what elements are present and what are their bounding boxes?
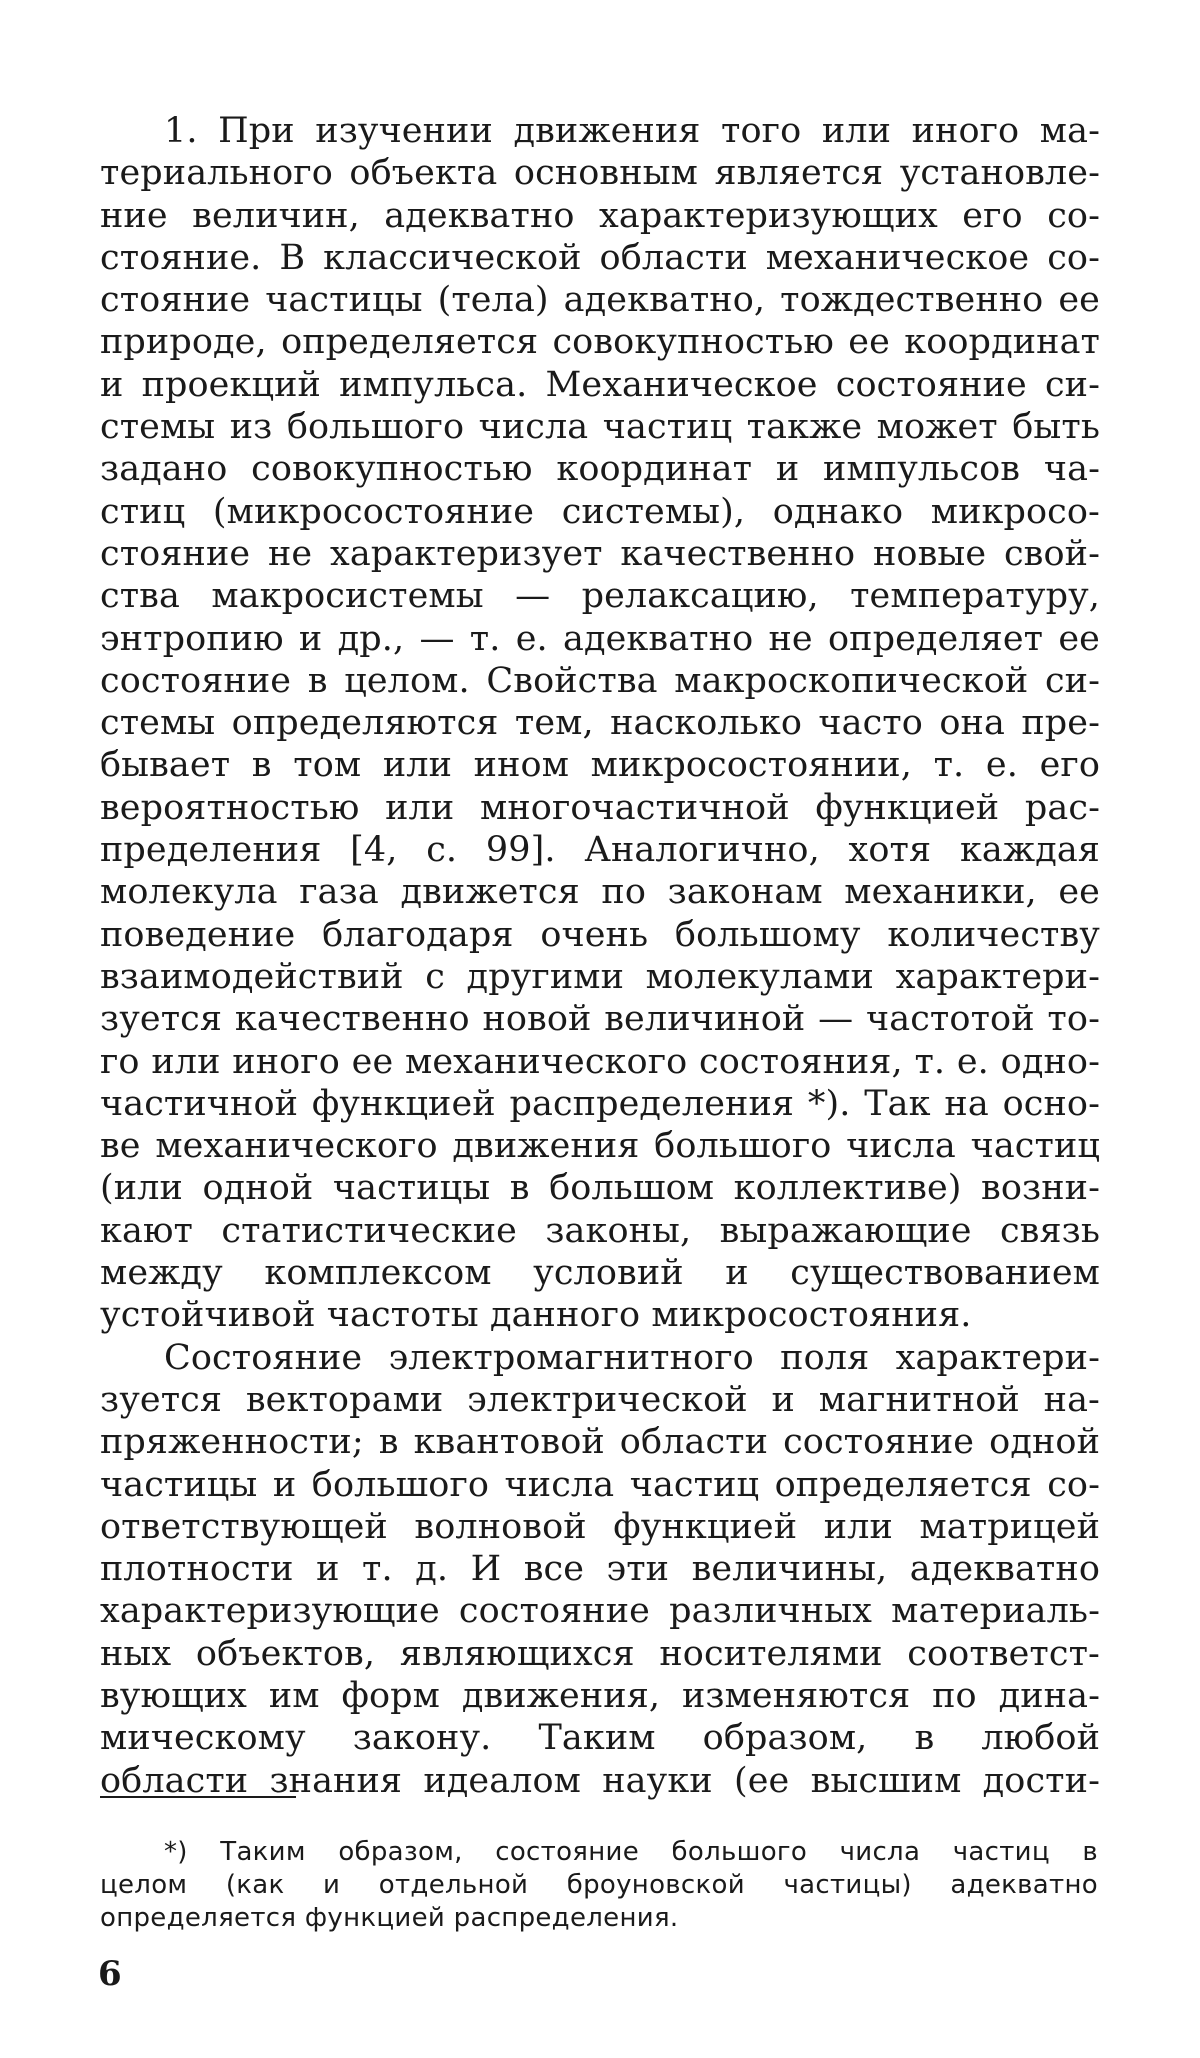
text-line: характеризующие состояние различных материаль- [100, 1591, 1100, 1632]
text-line: Состояние электромагнитного поля характери- [164, 1337, 1100, 1378]
text-line: поведение благодаря очень большому количеству [100, 914, 1100, 955]
text-line: стемы из большого числа частиц также может быть [100, 407, 1100, 448]
text-line: области знания идеалом науки (ее высшим дости- [100, 1760, 1100, 1801]
text-line: и проекций импульса. Механическое состояние си- [100, 364, 1100, 405]
text-line: пряженности; в квантовой области состояние одной [100, 1422, 1100, 1463]
text-line: стемы определяются тем, насколько часто она пре- [100, 703, 1100, 744]
text-line: териального объекта основным является установле- [100, 153, 1100, 194]
text-line: пределения [4, с. 99]. Аналогично, хотя каждая [100, 830, 1100, 871]
main-text [100, 110, 1100, 1802]
text-line: стиц (микросостояние системы), однако микросо- [100, 491, 1100, 532]
text-line: между комплексом условий и существованием [100, 1253, 1100, 1294]
text-line: (или одной частицы в большом коллективе) возни- [100, 1168, 1100, 1209]
text-line: мическому закону. Таким образом, в любой [100, 1718, 1100, 1759]
text-line: кают статистические законы, выражающие связь [100, 1210, 1100, 1251]
paragraph-2 [100, 1337, 1100, 1802]
text-line: молекула газа движется по законам механики, ее [100, 872, 1100, 913]
text-line: ства макросистемы — релаксацию, температуру, [100, 576, 1100, 617]
text-line: задано совокупностью координат и импульсов ча- [100, 449, 1100, 490]
text-line: зуется векторами электрической и магнитной на- [100, 1379, 1100, 1420]
text-line: зуется качественно новой величиной — частотой то- [100, 999, 1100, 1040]
footnote-divider [100, 1796, 296, 1798]
text-line: стояние не характеризует качественно новые свой- [100, 533, 1100, 574]
text-line: бывает в том или ином микросостоянии, т. е. его [100, 745, 1100, 786]
text-line: энтропию и др., — т. е. адекватно не определяет ее [100, 618, 1100, 659]
text-line: устойчивой частоты данного микросостояния. [100, 1295, 972, 1336]
page-number: 6 [98, 1954, 122, 1994]
text-line: ве механического движения большого числа частиц [100, 1126, 1100, 1167]
text-line: ние величин, адекватно характеризующих его со- [100, 195, 1100, 236]
text-line: го или иного ее механического состояния, т. е. одно- [100, 1041, 1100, 1082]
text-line: 1. При изучении движения того или иного ма- [164, 111, 1100, 151]
text-line: частицы и большого числа частиц определяется со- [100, 1464, 1100, 1505]
paragraph-1 [100, 110, 1100, 1337]
text-line: частичной функцией распределения *). Так на осно- [100, 1083, 1100, 1124]
footnote-line: определяется функцией распределения. [100, 1903, 679, 1933]
footnote [100, 1836, 1098, 1935]
text-line: вующих им форм движения, изменяются по дина- [100, 1675, 1100, 1716]
text-line: природе, определяется совокупностью ее координат [100, 322, 1100, 363]
text-line: плотности и т. д. И все эти величины, адекватно [100, 1549, 1100, 1590]
text-line: стояние частицы (тела) адекватно, тождественно ее [100, 280, 1100, 321]
footnote-line: *) Таким образом, состояние большого числа частиц в [164, 1837, 1098, 1867]
footnote-line: целом (как и отдельной броуновской частицы) адекватно [100, 1870, 1098, 1900]
text-line: состояние в целом. Свойства макроскопической си- [100, 660, 1100, 701]
text-line: ных объектов, являющихся носителями соответст- [100, 1633, 1100, 1674]
text-line: стояние. В классической области механическое со- [100, 237, 1100, 278]
text-line: взаимодействий с другими молекулами характери- [100, 956, 1100, 997]
text-line: ответствующей волновой функцией или матрицей [100, 1506, 1100, 1547]
text-line: вероятностью или многочастичной функцией рас- [100, 787, 1100, 828]
